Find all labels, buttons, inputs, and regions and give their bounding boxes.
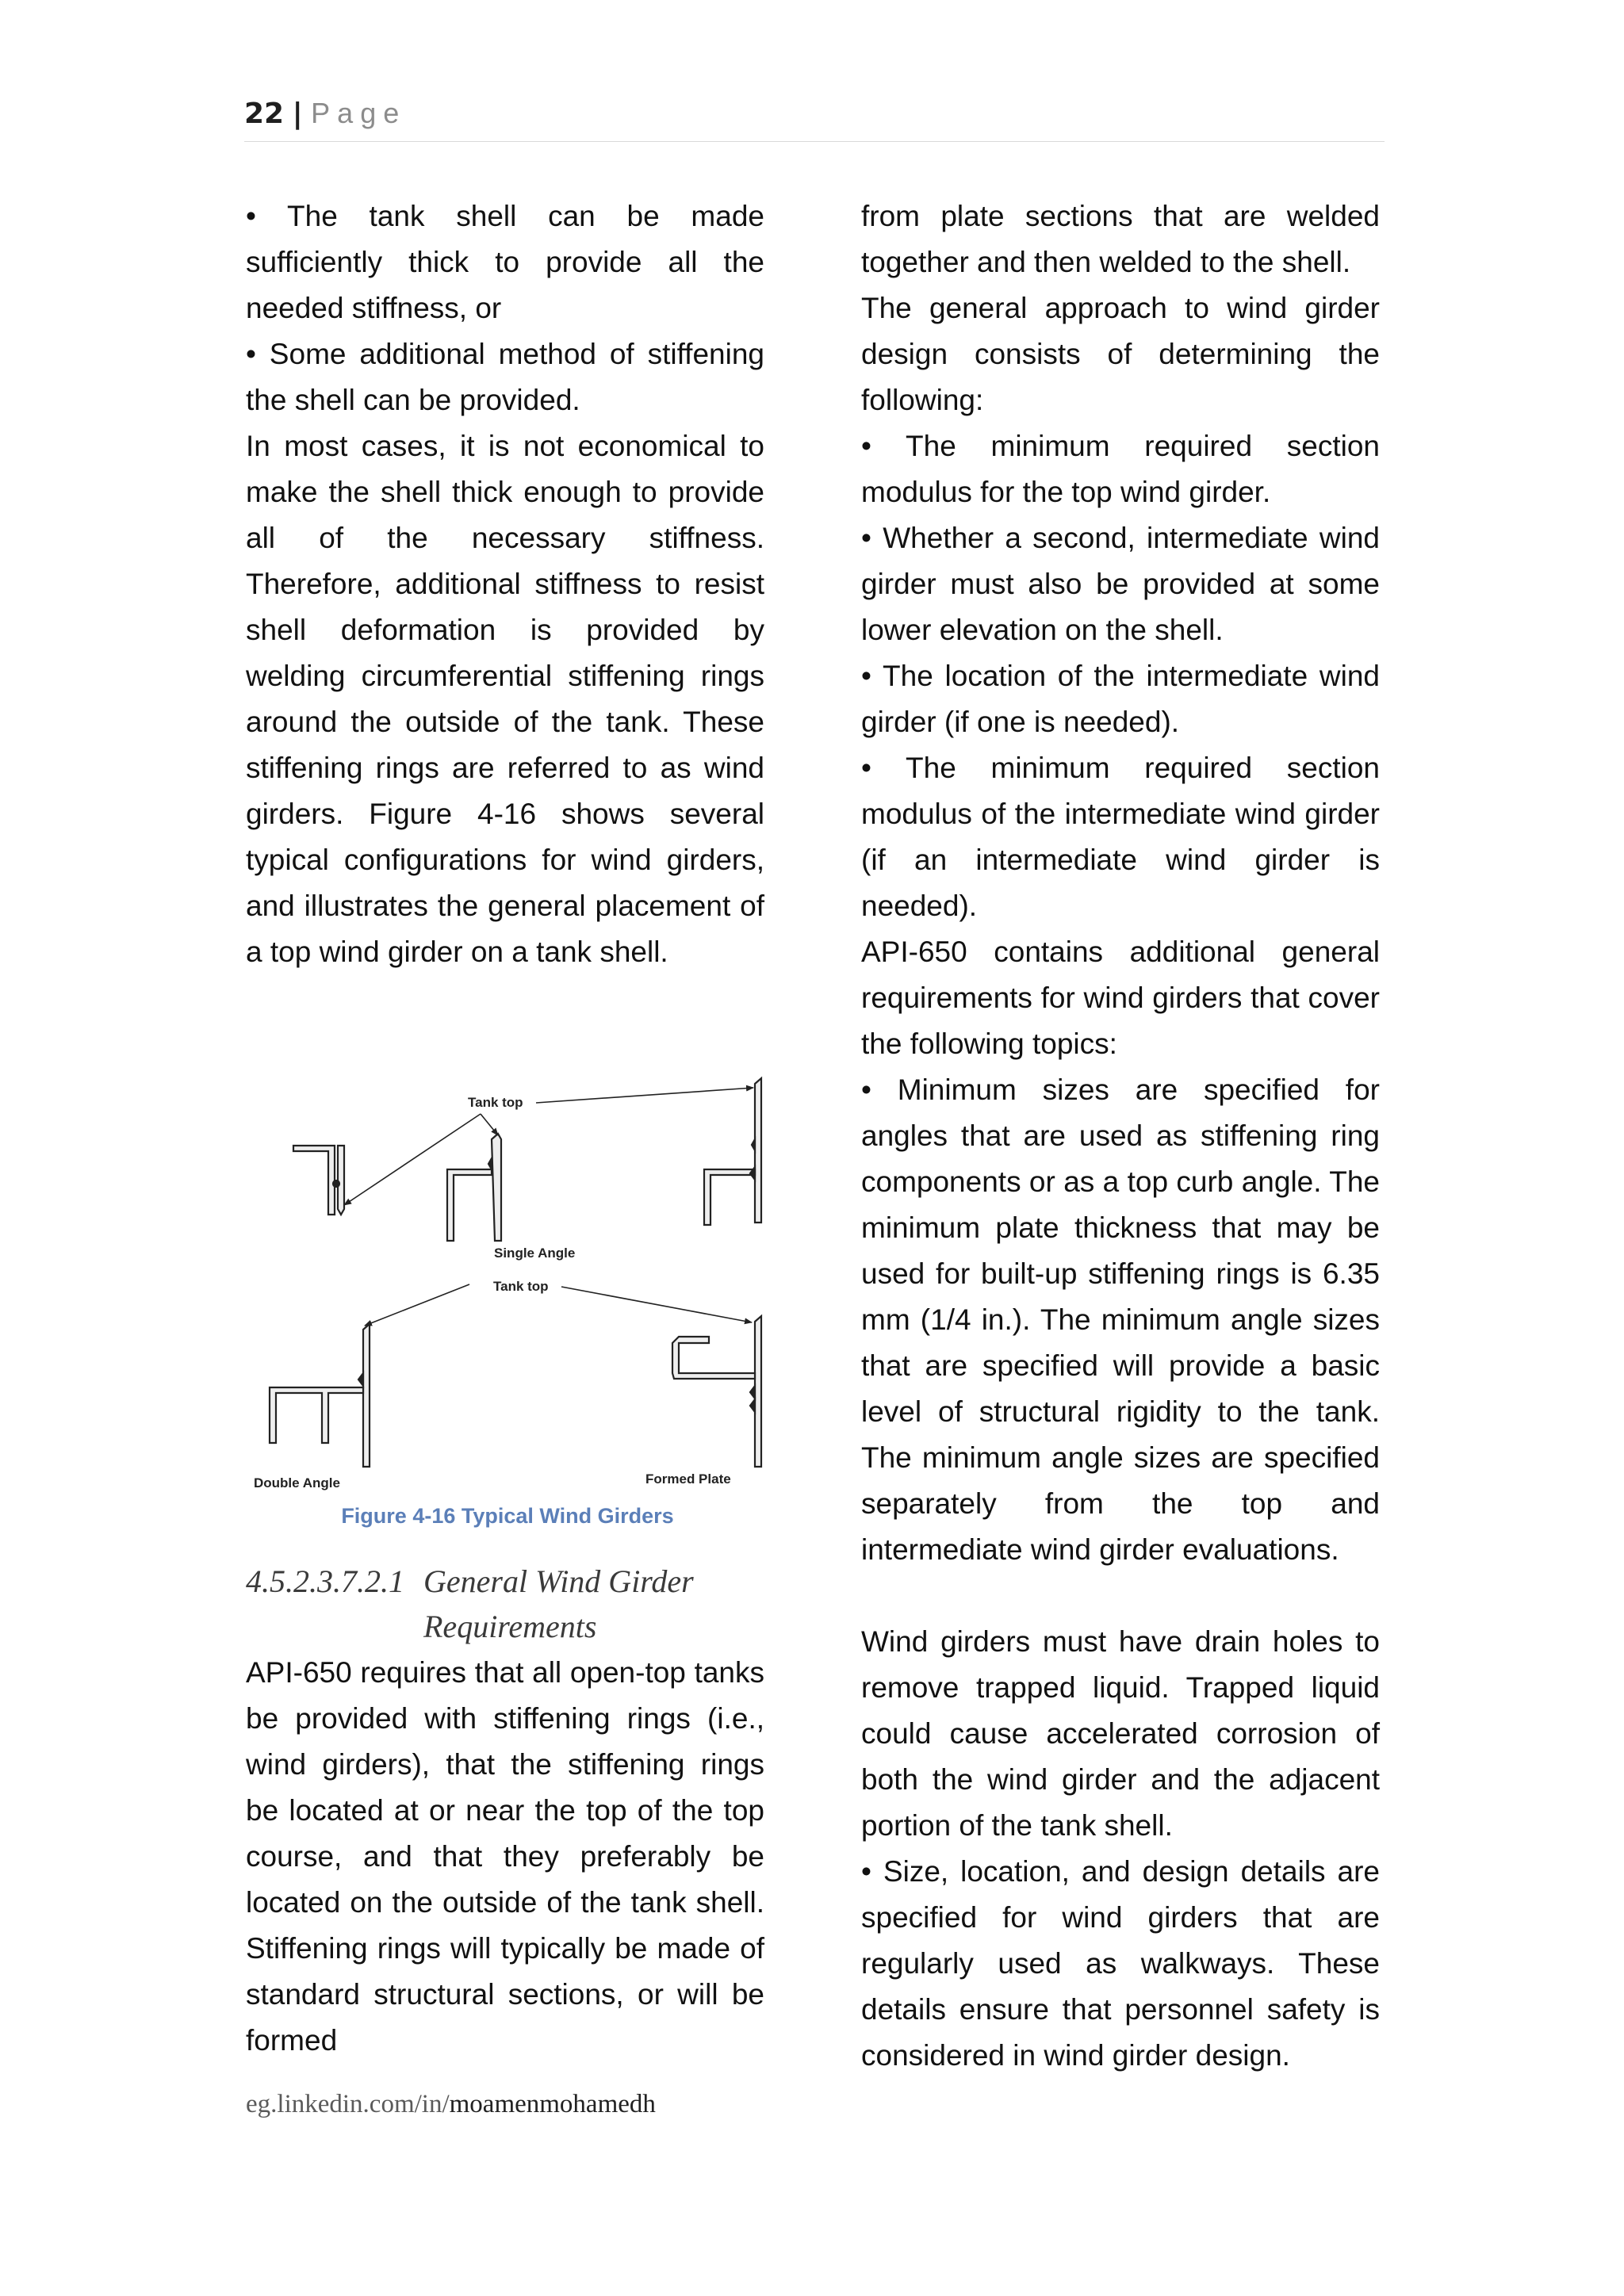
- page-footer: [246, 2090, 656, 2119]
- footer-link-prefix: eg.linkedin.com/in/: [246, 2090, 450, 2118]
- bullet-paragraph: • The location of the intermediate wind girder (if one is needed).: [861, 660, 1380, 738]
- body-paragraph: In most cases, it is not economical to make the shell thick enough to provide all of the necessary stiffness. Therefore, additional stiffness to resist shell deformation is provided by welding circumferential stiffening rings around the outside of the tank. These stiffening rings are referred to as wind girders. Figure 4-16 shows several typical configurations for wind girders, and illustrates the general placement of a top wind girder on a tank shell.: [246, 430, 764, 968]
- body-paragraph: API-650 contains additional general requirements for wind girders that cover the following topics:: [861, 936, 1380, 1060]
- left-column: [246, 193, 764, 975]
- footer-username: moamenmohamedh: [449, 2090, 656, 2118]
- section-title-line2: Requirements: [423, 1609, 597, 1644]
- bullet-paragraph: • Whether a second, intermediate wind girder must also be provided at some lower elevation on the shell.: [861, 522, 1380, 646]
- bullet-paragraph: • The minimum required section modulus of the intermediate wind girder (if an intermediate wind girder is needed).: [861, 752, 1380, 922]
- bullet-paragraph: • The tank shell can be made sufficiently thick to provide all the needed stiffness, or: [246, 200, 764, 324]
- bullet-paragraph: • The minimum required section modulus for the top wind girder.: [861, 430, 1380, 508]
- bullet-paragraph: • Minimum sizes are specified for angles that are used as stiffening ring components or as a top curb angle. The minimum plate thickness that may be used for built-up stiffening rings is 6.35 mm (1/4 in.). The minimum angle sizes that are specified will provide a basic level of structural rigidity to the tank. The minimum angle sizes are specified separately from the top and intermediate wind girder evaluations.: [861, 1073, 1380, 1566]
- right-column: [861, 193, 1380, 2079]
- single-angle-label: Single Angle: [494, 1246, 576, 1261]
- header-separator: |: [292, 98, 303, 130]
- section-title-line1: General Wind Girder: [423, 1563, 694, 1599]
- figure-caption: Figure 4-16 Typical Wind Girders: [341, 1504, 674, 1528]
- page-number: 22: [244, 98, 285, 130]
- section-heading: [246, 1559, 769, 1649]
- body-paragraph: The general approach to wind girder design consists of determining the following:: [861, 292, 1380, 416]
- section-body: [246, 1650, 764, 2064]
- tank-top-label: Tank top: [493, 1279, 549, 1294]
- body-paragraph: Wind girders must have drain holes to remove trapped liquid. Trapped liquid could cause accelerated corrosion of both the wind girder and the adjacent portion of the tank shell.: [861, 1625, 1380, 1842]
- bullet-paragraph: • Size, location, and design details are specified for wind girders that are regularly used as walkways. These details ensure that personnel safety is considered in wind girder design.: [861, 1855, 1380, 2072]
- wind-girders-figure: [246, 1070, 769, 1490]
- page-header: [244, 97, 1385, 142]
- paragraph-spacer: [861, 1573, 1380, 1619]
- page-label: Page: [311, 97, 407, 129]
- wind-girders-diagram: [246, 1070, 769, 1490]
- formed-plate-label: Formed Plate: [645, 1471, 731, 1487]
- tank-top-label: Tank top: [468, 1095, 523, 1110]
- section-number: 4.5.2.3.7.2.1: [246, 1563, 404, 1599]
- double-angle-label: Double Angle: [254, 1475, 340, 1490]
- body-paragraph: API-650 requires that all open-top tanks be provided with stiffening rings (i.e., wind girders), that the stiffening rings be located at or near the top of the top course, and that they preferably be located on the outside of the tank shell. Stiffening rings will typically be made of standard structural sections, or will be formed: [246, 1656, 764, 2057]
- bullet-paragraph: • Some additional method of stiffening the shell can be provided.: [246, 338, 764, 416]
- body-paragraph: from plate sections that are welded together and then welded to the shell.: [861, 200, 1380, 278]
